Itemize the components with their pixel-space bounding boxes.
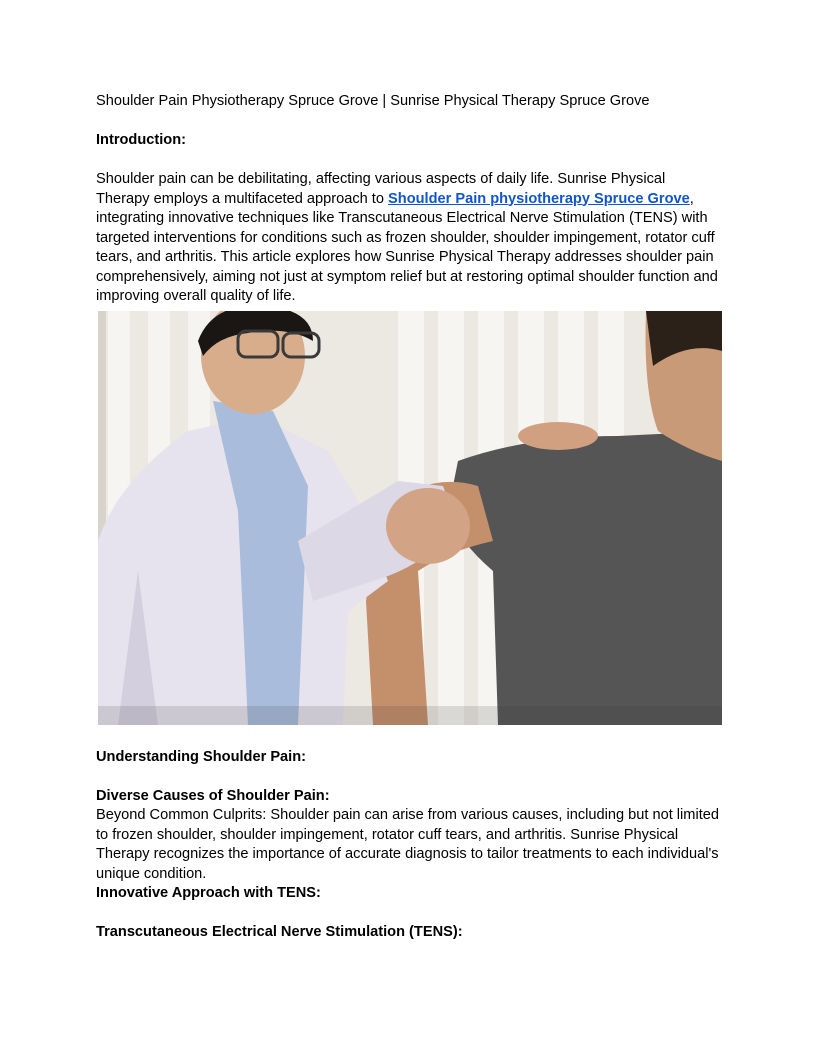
understanding-shoulder-pain-heading: Understanding Shoulder Pain: <box>96 748 306 765</box>
document-title-line: Shoulder Pain Physiotherapy Spruce Grove | Sunrise Physical Therapy Spruce Grove <box>96 93 650 109</box>
intro-text-after-link: , integrating innovative techniques like Transcutaneous Electrical Nerve Stimulation (TENS) with targeted interventions for conditions such as frozen shoulder, shoulder impingement, rotator cuff tears, and arthritis. This article explores how Sunrise Physical Therapy addresses shoulder pain comprehensively, aiming not just at symptom relief but at restoring optimal shoulder function and improving overall quality of life. <box>96 190 718 304</box>
physiotherapy-photo <box>98 311 722 725</box>
shoulder-pain-physiotherapy-link[interactable]: Shoulder Pain physiotherapy Spruce Grove <box>388 190 690 207</box>
document-page <box>96 92 722 943</box>
diverse-causes-heading: Diverse Causes of Shoulder Pain: <box>96 787 330 804</box>
intro-text-before-link: Shoulder pain can be debilitating, affecting various aspects of daily life. Sunrise Physical Therapy employs a multifaceted approach to <box>96 171 666 207</box>
introduction-paragraph <box>96 170 722 307</box>
tens-heading: Transcutaneous Electrical Nerve Stimulation (TENS): <box>96 924 463 940</box>
innovative-approach-heading: Innovative Approach with TENS: <box>96 885 321 901</box>
introduction-heading: Introduction: <box>96 132 186 148</box>
diverse-causes-paragraph: Beyond Common Culprits: Shoulder pain can arise from various causes, including but not limited to frozen shoulder, shoulder impingement, rotator cuff tears, and arthritis. Sunrise Physical Therapy recognizes the importance of accurate diagnosis to tailor treatments to each individual's unique condition. <box>96 807 719 882</box>
